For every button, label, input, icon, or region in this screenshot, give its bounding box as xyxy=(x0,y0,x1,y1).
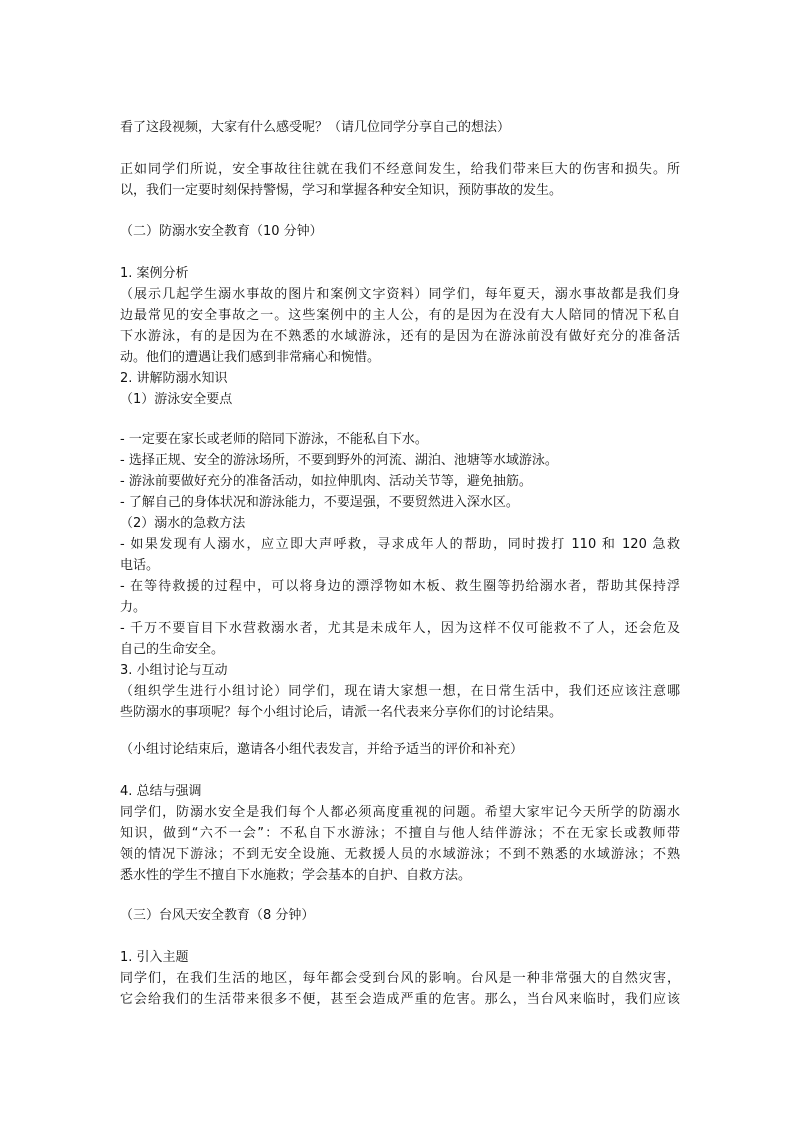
text-line: 1. 引入主题 xyxy=(120,950,189,965)
text-line: 同学们，防溺水安全是我们每个人都必须高度重视的问题。希望大家牢记今天所学的防溺水 xyxy=(120,805,680,820)
text-line: - 千万不要盲目下水营救溺水者，尤其是未成年人，因为这样不仅可能救不了人，还会危及 xyxy=(120,621,680,636)
text-line: （展示几起学生溺水事故的图片和案例文字资料）同学们，每年夏天，溺水事故都是我们身 xyxy=(120,287,680,302)
paragraph-reflection-question xyxy=(120,117,680,138)
text-line: - 了解自己的身体状况和游泳能力，不要逞强，不要贸然进入深水区。 xyxy=(120,495,519,510)
text-line: 下水游泳，有的是因为在不熟悉的水域游泳，还有的是因为在游泳前没有做好充分的准备活 xyxy=(120,329,680,344)
text-line: 些防溺水的事项呢？每个小组讨论后，请派一名代表来分享你们的讨论结果。 xyxy=(120,705,563,720)
text-line: 以，我们一定要时刻保持警惕，学习和掌握各种安全知识，预防事故的发生。 xyxy=(120,183,563,198)
text-line: 悉水性的学生不擅自下水施救；学会基本的自护、自救方法。 xyxy=(120,868,472,883)
text-line: - 一定要在家长或老师的陪同下游泳，不能私自下水。 xyxy=(120,432,428,447)
text-line: 3. 小组讨论与互动 xyxy=(120,663,228,678)
paragraph-summary xyxy=(120,781,680,886)
section-heading-drowning xyxy=(120,221,680,242)
text-line: （2）溺水的急救方法 xyxy=(120,516,246,531)
text-line: （三）台风天安全教育（8 分钟） xyxy=(120,908,315,923)
paragraph-swimming-rules xyxy=(120,429,680,723)
text-line: 力。 xyxy=(120,600,147,615)
text-line: - 游泳前要做好充分的准备活动，如拉伸肌肉、活动关节等，避免抽筋。 xyxy=(120,474,532,489)
text-line: 自己的生命安全。 xyxy=(120,642,225,657)
text-line: 同学们，在我们生活的地区，每年都会受到台风的影响。台风是一种非常强大的自然灾害， xyxy=(120,971,680,986)
text-line: （组织学生进行小组讨论）同学们，现在请大家想一想，在日常生活中，我们还应该注意哪 xyxy=(120,684,680,699)
text-line: 边最常见的安全事故之一。这些案例中的主人公，有的是因为在没有大人陪同的情况下私自 xyxy=(120,308,680,323)
text-line: 2. 讲解防溺水知识 xyxy=(120,371,228,386)
text-line: 它会给我们的生活带来很多不便，甚至会造成严重的危害。那么，当台风来临时，我们应该 xyxy=(120,992,680,1007)
paragraph-safety-intro xyxy=(120,159,680,201)
text-line: 正如同学们所说，安全事故往往就在我们不经意间发生，给我们带来巨大的伤害和损失。所 xyxy=(120,162,680,177)
text-line: 看了这段视频，大家有什么感受呢？（请几位同学分享自己的想法） xyxy=(120,120,511,135)
paragraph-case-analysis xyxy=(120,263,680,410)
text-line: - 在等待救援的过程中，可以将身边的漂浮物如木板、救生圈等扔给溺水者，帮助其保持浮 xyxy=(120,579,680,594)
text-line: - 如果发现有人溺水，应立即大声呼救，寻求成年人的帮助，同时拨打 110 和 120 急救 xyxy=(120,537,680,552)
paragraph-discussion-note xyxy=(120,739,680,760)
paragraph-typhoon-intro xyxy=(120,947,680,1010)
text-line: （小组讨论结束后，邀请各小组代表发言，并给予适当的评价和补充） xyxy=(120,742,524,757)
text-line: - 选择正规、安全的游泳场所，不要到野外的河流、湖泊、池塘等水域游泳。 xyxy=(120,453,558,468)
text-line: 知识，做到“六不一会”：不私自下水游泳；不擅自与他人结伴游泳；不在无家长或教师带 xyxy=(120,826,680,841)
text-line: 4. 总结与强调 xyxy=(120,784,202,799)
text-line: 1. 案例分析 xyxy=(120,266,189,281)
text-line: 领的情况下游泳；不到无安全设施、无救援人员的水域游泳；不到不熟悉的水域游泳；不熟 xyxy=(120,847,680,862)
text-line: （二）防溺水安全教育（10 分钟） xyxy=(120,224,323,239)
text-line: 动。他们的遭遇让我们感到非常痛心和惋惜。 xyxy=(120,350,381,365)
section-heading-typhoon xyxy=(120,905,680,926)
text-line: 电话。 xyxy=(120,558,160,573)
text-line: （1）游泳安全要点 xyxy=(120,392,233,407)
